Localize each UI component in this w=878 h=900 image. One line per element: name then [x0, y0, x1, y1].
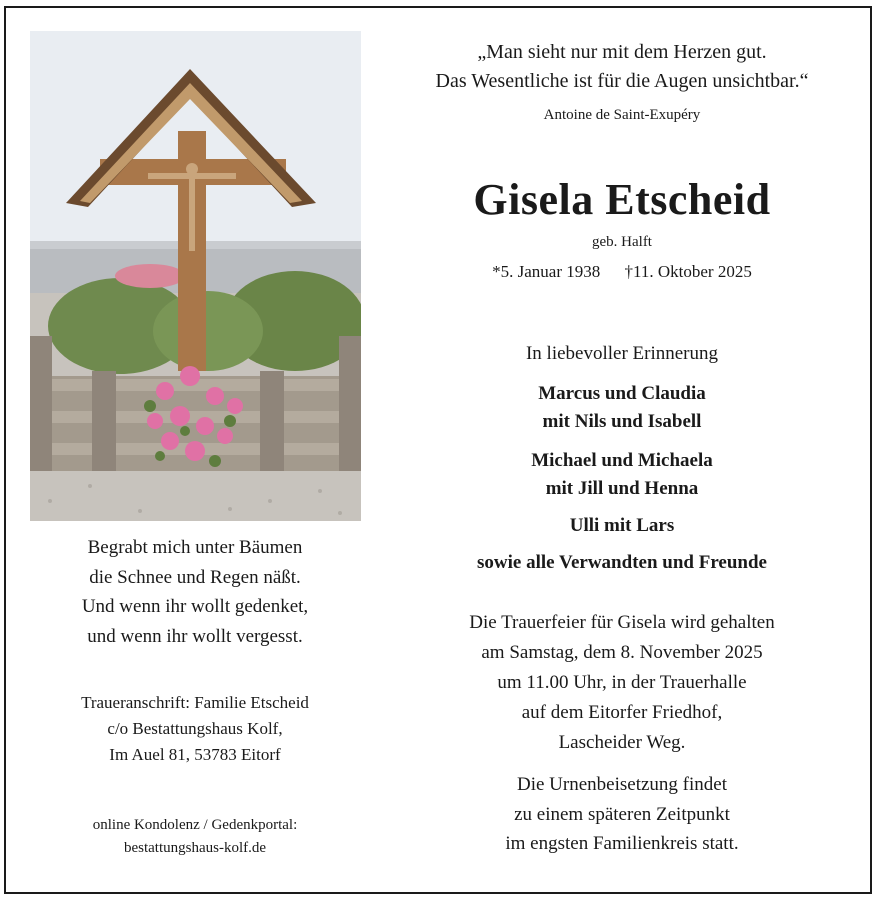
- poem-line: und wenn ihr wollt vergesst.: [87, 625, 303, 647]
- mourning-address: [20, 690, 370, 768]
- life-dates: [380, 259, 864, 285]
- family-group: [380, 380, 864, 436]
- urn-line: im engsten Familienkreis statt.: [505, 833, 739, 854]
- wayside-cross-photo: [30, 31, 361, 521]
- service-line: auf dem Eitorfer Friedhof,: [521, 702, 723, 723]
- address-line: Im Auel 81, 53783 Eitorf: [109, 745, 281, 764]
- family-line: mit Nils und Isabell: [542, 411, 702, 432]
- quote-line: Das Wesentliche ist für die Augen unsichtbar.“: [435, 70, 809, 92]
- family-line: Marcus und Claudia: [538, 383, 706, 404]
- address-line: c/o Bestattungshaus Kolf,: [107, 719, 283, 738]
- quote-author: Antoine de Saint-Exupéry: [543, 107, 701, 123]
- family-line: mit Jill und Henna: [545, 478, 699, 499]
- quote: [380, 38, 864, 96]
- urn-burial-info: [380, 770, 864, 859]
- poem-line: die Schnee und Regen näßt.: [89, 566, 301, 588]
- memory-heading: In liebevoller Erinnerung: [525, 343, 719, 364]
- family-group: [380, 512, 864, 540]
- service-line: Die Trauerfeier für Gisela wird gehalten: [469, 612, 775, 633]
- funeral-service-info: [380, 608, 864, 758]
- family-group: [380, 447, 864, 503]
- online-url: bestattungshaus-kolf.de: [123, 840, 267, 856]
- death-date: †11. Oktober 2025: [624, 262, 752, 281]
- online-label: online Kondolenz / Gedenkportal:: [92, 817, 298, 833]
- service-line: um 11.00 Uhr, in der Trauerhalle: [497, 672, 747, 693]
- birth-date: *5. Januar 1938: [492, 262, 601, 281]
- poem-line: Und wenn ihr wollt gedenket,: [81, 596, 309, 617]
- service-line: Lascheider Weg.: [558, 732, 686, 753]
- online-condolence: [20, 814, 370, 860]
- deceased-name: Gisela Etscheid: [473, 175, 771, 224]
- address-line: Traueranschrift: Familie Etscheid: [81, 693, 309, 712]
- family-line: Ulli mit Lars: [569, 515, 675, 536]
- wayside-cross-illustration: [30, 31, 361, 521]
- poem-line: Begrabt mich unter Bäumen: [87, 537, 303, 558]
- poem: [20, 533, 370, 651]
- family-line: sowie alle Verwandten und Freunde: [477, 552, 767, 573]
- birth-name: geb. Halft: [592, 234, 652, 250]
- service-line: am Samstag, dem 8. November 2025: [481, 642, 763, 663]
- family-group: [380, 549, 864, 577]
- urn-line: Die Urnenbeisetzung findet: [517, 774, 727, 795]
- family-line: Michael und Michaela: [531, 450, 713, 471]
- quote-line: „Man sieht nur mit dem Herzen gut.: [477, 41, 767, 63]
- urn-line: zu einem späteren Zeitpunkt: [514, 803, 730, 825]
